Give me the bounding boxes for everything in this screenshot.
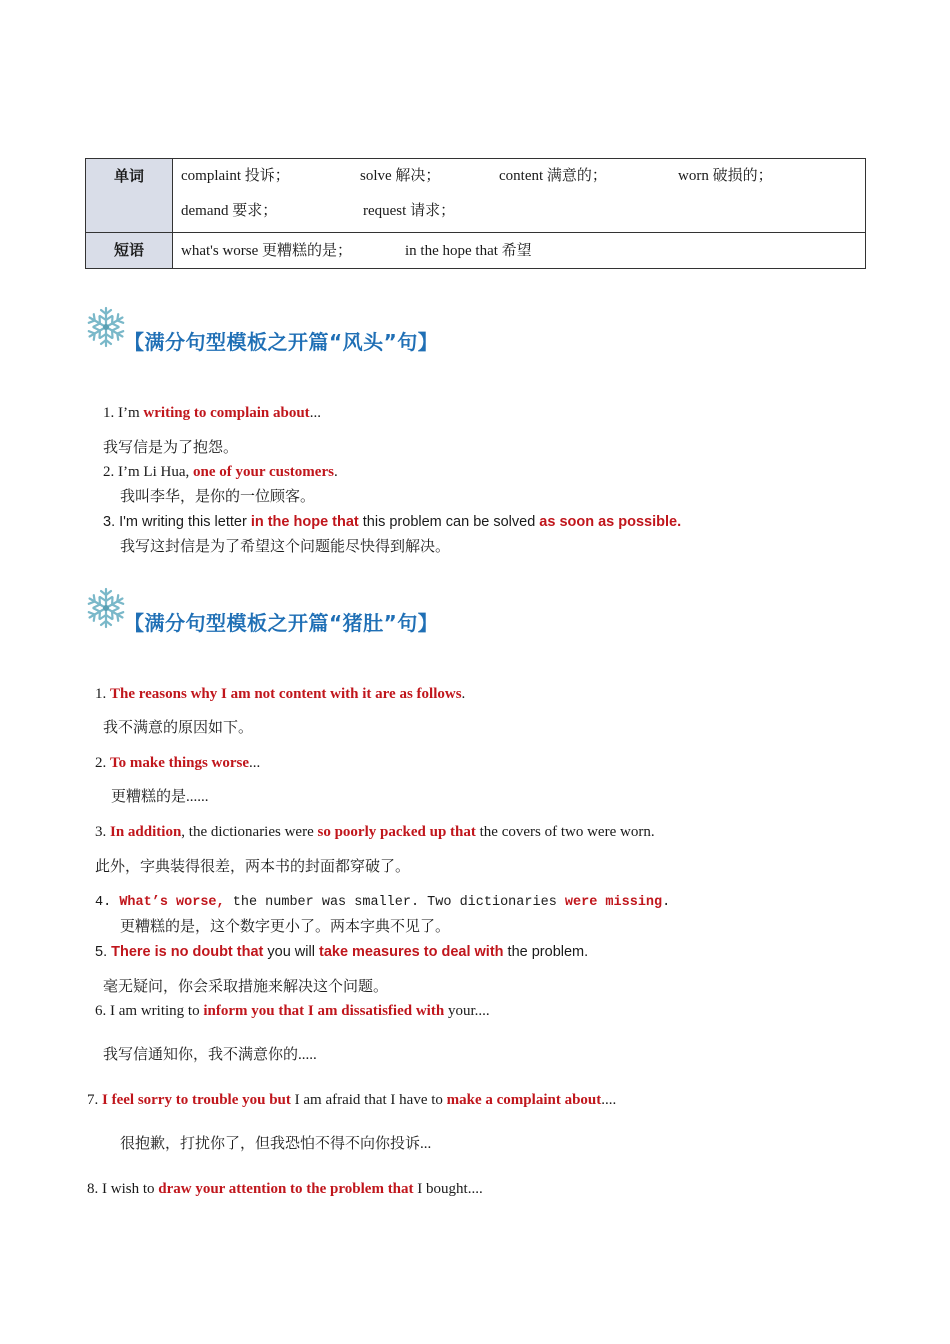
vocab-entry: worn 破损的； — [678, 168, 773, 184]
snowflake-icon — [85, 587, 127, 629]
sentence-text: 1. — [95, 686, 110, 702]
sentence-en — [95, 684, 465, 704]
row-label-phrases: 短语 — [86, 233, 173, 269]
sentence-en — [95, 893, 670, 913]
sentence-cn: 我不满意的原因如下。 — [103, 720, 254, 736]
highlight-phrase: in the hope that — [250, 514, 359, 530]
sentence-cn: 我写这封信是为了希望这个问题能尽快得到解决。 — [120, 539, 451, 555]
sentence-en — [103, 512, 681, 532]
highlight-phrase: take measures to deal with — [318, 944, 504, 960]
sentence-text: I am afraid that I have to — [290, 1092, 447, 1108]
sentence-text: . — [662, 895, 671, 910]
sentence-text: ... — [309, 405, 321, 421]
sentence-text: . — [461, 686, 466, 702]
sentence-text: 5. — [95, 944, 112, 960]
vocab-entry: content 满意的； — [499, 168, 607, 184]
sentence-text: 1. I’m — [103, 405, 144, 421]
highlight-phrase: as soon as possible. — [539, 514, 682, 530]
highlight-phrase: inform you that I am dissatisfied with — [203, 1003, 445, 1019]
sentence-cn: 更糟糕的是，这个数字更小了。两本字典不见了。 — [120, 919, 451, 935]
sentence-cn: 更糟糕的是...... — [111, 789, 209, 805]
sentence-en — [103, 462, 338, 482]
vocab-entry: complaint 投诉； — [181, 168, 290, 184]
sentence-en — [95, 822, 655, 842]
vocab-entry: demand 要求； — [181, 203, 278, 219]
sentence-en — [103, 403, 321, 423]
sentence-cn: 此外，字典装得很差，两本书的封面都穿破了。 — [95, 859, 411, 875]
highlight-phrase: I feel sorry to trouble you but — [102, 1092, 291, 1108]
sentence-text: you will — [263, 944, 319, 960]
sentence-text: 2. — [95, 755, 110, 771]
sentence-en — [95, 1001, 490, 1021]
sentence-cn: 我写信是为了抱怨。 — [103, 440, 239, 456]
sentence-text: this problem can be solved — [358, 514, 540, 530]
sentence-text: 2. I’m Li Hua, — [103, 464, 193, 480]
sentence-en — [87, 1179, 483, 1199]
highlight-phrase: were missing — [564, 895, 663, 910]
sentence-text: 3. I'm writing this letter — [103, 514, 251, 530]
phrase-entry: what's worse 更糟糕的是； — [181, 243, 353, 259]
phrases-cell — [173, 233, 866, 269]
vocab-entry: solve 解决； — [360, 168, 441, 184]
sentence-text: 3. — [95, 824, 110, 840]
highlight-phrase: writing to complain about — [143, 405, 310, 421]
sentence-en — [95, 942, 588, 962]
sentence-text: the problem. — [503, 944, 589, 960]
highlight-phrase: so poorly packed up that — [317, 824, 476, 840]
highlight-phrase: What’s worse, — [119, 895, 225, 910]
sentence-text: the number was smaller. Two dictionaries — [224, 895, 565, 910]
vocab-entry: request 请求； — [363, 203, 456, 219]
sentence-text: ... — [249, 755, 261, 771]
sentence-cn: 我写信通知你，我不满意你的..... — [103, 1047, 317, 1063]
sentence-cn: 很抱歉，打扰你了，但我恐怕不得不向你投诉... — [120, 1136, 432, 1152]
sentence-text: I bought.... — [413, 1181, 483, 1197]
sentence-cn: 毫无疑问，你会采取措施来解决这个问题。 — [103, 979, 389, 995]
sentence-en — [87, 1090, 616, 1110]
sentence-text: 4. — [95, 895, 120, 910]
highlight-phrase: draw your attention to the problem that — [158, 1181, 414, 1197]
sentence-cn: 我叫李华，是你的一位顾客。 — [120, 489, 316, 505]
sentence-text: your.... — [444, 1003, 490, 1019]
sentence-en — [95, 753, 260, 773]
highlight-phrase: one of your customers — [192, 464, 334, 480]
highlight-phrase: To make things worse — [110, 755, 250, 771]
highlight-phrase: The reasons why I am not content with it are as follows — [110, 686, 462, 702]
snowflake-icon — [85, 306, 127, 348]
highlight-phrase: There is no doubt that — [111, 944, 264, 960]
sentence-text: the covers of two were worn. — [475, 824, 655, 840]
words-cell — [173, 159, 866, 233]
sentence-text: .... — [601, 1092, 617, 1108]
section-title: 【满分句型模板之开篇“猪肚”句】 — [124, 611, 439, 635]
phrase-entry: in the hope that 希望 — [405, 243, 532, 259]
row-label-words: 单词 — [86, 159, 173, 233]
highlight-phrase: In addition — [110, 824, 182, 840]
sentence-text: 6. I am writing to — [95, 1003, 204, 1019]
sentence-text: . — [333, 464, 338, 480]
sentence-text: , the dictionaries were — [181, 824, 318, 840]
vocab-table — [85, 158, 866, 269]
highlight-phrase: make a complaint about — [446, 1092, 602, 1108]
sentence-text: 7. — [87, 1092, 102, 1108]
sentence-text: 8. I wish to — [87, 1181, 159, 1197]
section-title: 【满分句型模板之开篇“风头”句】 — [124, 330, 439, 354]
